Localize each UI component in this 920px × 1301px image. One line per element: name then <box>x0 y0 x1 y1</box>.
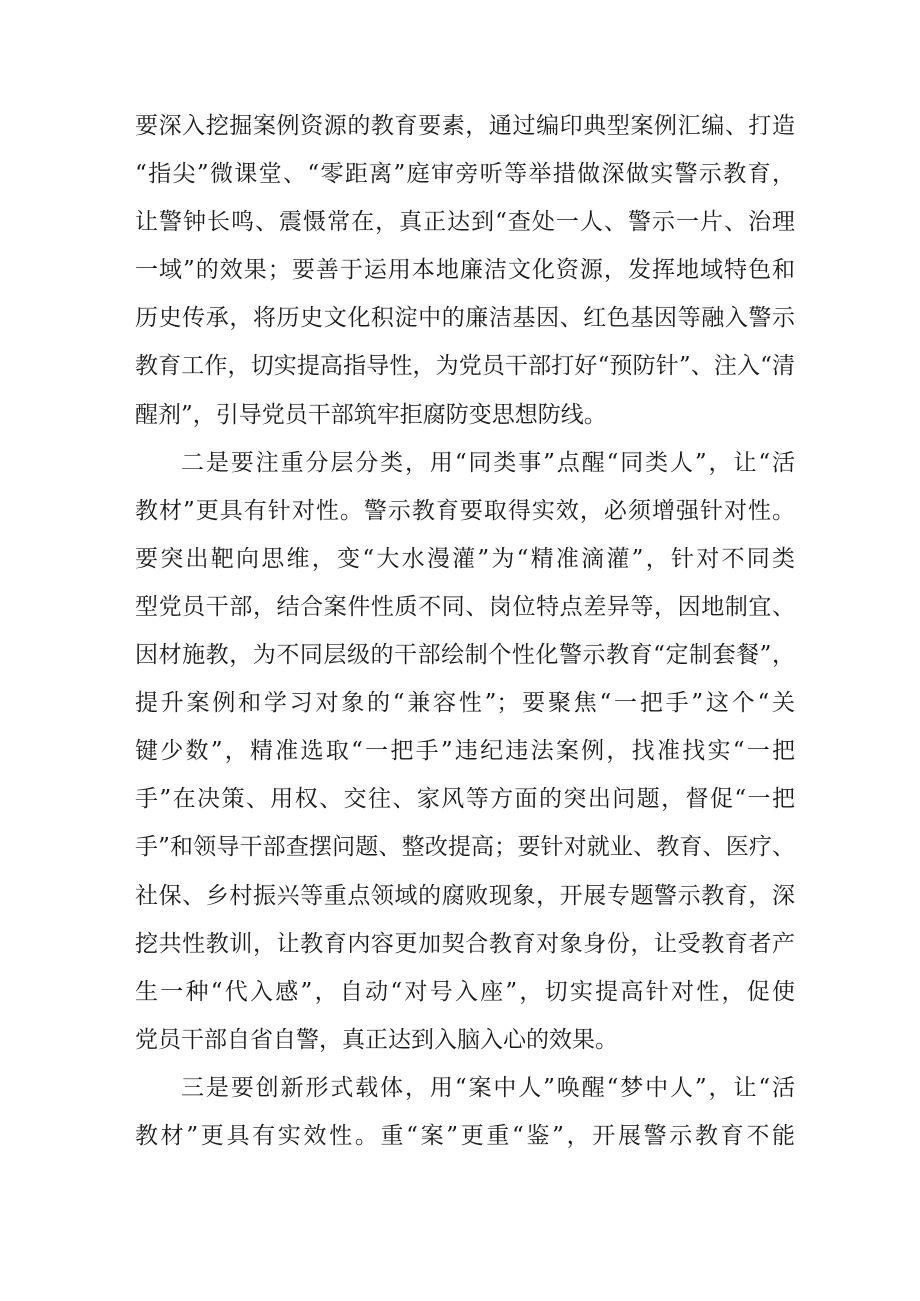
text-line: 三是要创新形式载体，用“案中人”唤醒“梦中人”，让“活 <box>181 1074 795 1101</box>
text-line: 教材”更具有针对性。警示教育要取得实效，必须增强针对性。 <box>135 497 795 524</box>
text-line: 生一种“代入感”，自动“对号入座”，切实提高针对性，促使 <box>135 978 795 1005</box>
paragraph-continuation <box>135 102 795 439</box>
text-line: 历史传承，将历史文化积淀中的廉洁基因、红色基因等融入警示 <box>135 305 795 332</box>
text-line: 社保、乡村振兴等重点领域的腐败现象，开展专题警示教育，深 <box>135 882 795 909</box>
text-line: 手”和领导干部查摆问题、整改提高；要针对就业、教育、医疗、 <box>135 834 795 861</box>
text-line: 挖共性教训，让教育内容更加契合教育对象身份，让受教育者产 <box>135 930 795 957</box>
text-line: 因材施教，为不同层级的干部绘制个性化警示教育“定制套餐”， <box>135 642 795 669</box>
text-line: 要突出靶向思维，变“大水漫灌”为“精准滴灌”，针对不同类 <box>135 545 795 572</box>
text-line: 要深入挖掘案例资源的教育要素，通过编印典型案例汇编、打造 <box>135 113 795 139</box>
paragraph-point-three <box>135 1064 795 1160</box>
paragraph-point-two <box>135 439 795 1064</box>
text-line: 二是要注重分层分类，用“同类事”点醒“同类人”，让“活 <box>181 449 795 476</box>
text-line: 让警钟长鸣、震慑常在，真正达到“查处一人、警示一片、治理 <box>135 209 795 236</box>
body-text <box>135 102 795 1160</box>
text-line: 键少数”，精准选取“一把手”违纪违法案例，找准找实“一把 <box>135 738 795 765</box>
text-line: 手”在决策、用权、交往、家风等方面的突出问题，督促“一把 <box>135 786 795 813</box>
text-line: 教育工作，切实提高指导性，为党员干部打好“预防针”、注入“清 <box>135 353 795 380</box>
text-line: 提升案例和学习对象的“兼容性”；要聚焦“一把手”这个“关 <box>135 690 795 717</box>
text-line: 型党员干部，结合案件性质不同、岗位特点差异等，因地制宜、 <box>135 593 795 620</box>
text-line: 一域”的效果；要善于运用本地廉洁文化资源，发挥地域特色和 <box>135 257 795 284</box>
text-line: 教材”更具有实效性。重“案”更重“鉴”，开展警示教育不能 <box>135 1122 795 1149</box>
text-line: “指尖”微课堂、“零距离”庭审旁听等举措做深做实警示教育， <box>135 161 795 188</box>
text-line: 党员干部自省自警，真正达到入脑入心的效果。 <box>135 1026 618 1053</box>
text-line: 醒剂”，引导党员干部筑牢拒腐防变思想防线。 <box>135 401 607 428</box>
